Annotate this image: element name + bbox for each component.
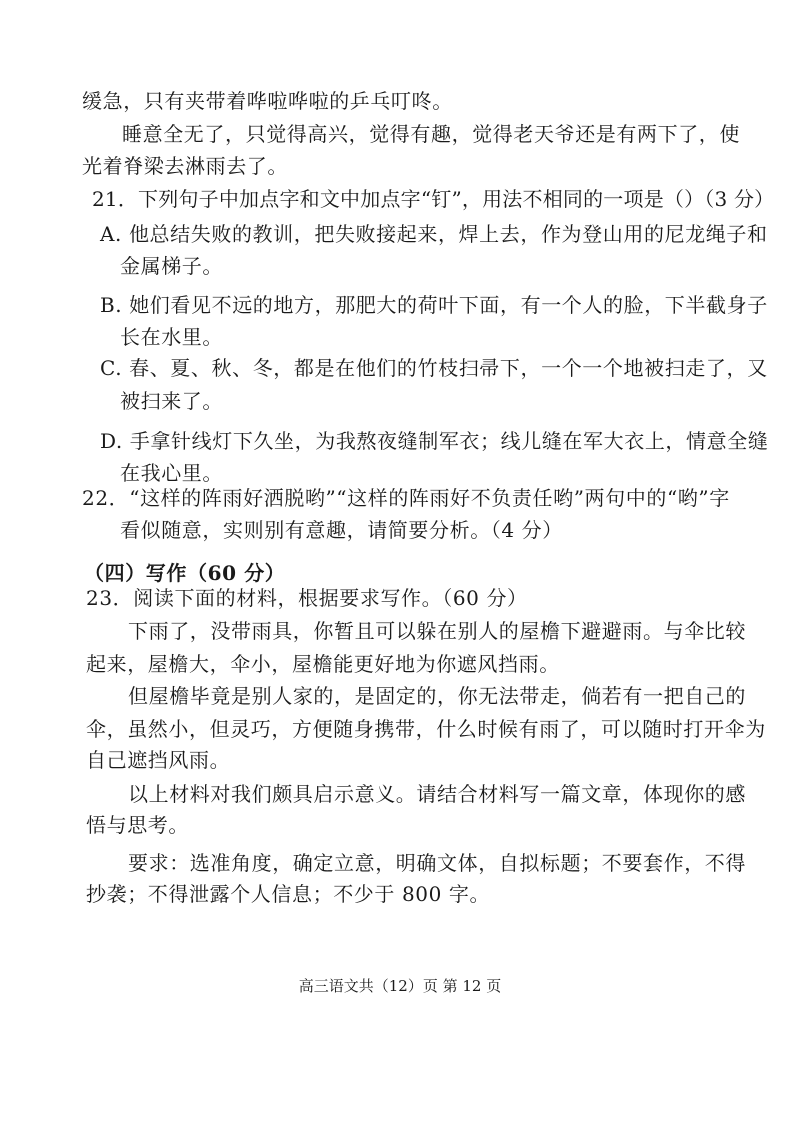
continuation-paragraph-line-2: 光着脊梁去淋雨去了。 <box>82 154 288 178</box>
continuation-line: 缓急，只有夹带着哗啦哗啦的乒乓叮咚。 <box>82 89 453 113</box>
section-4-heading: （四）写作（60 分） <box>84 561 286 585</box>
option-a-line-2: 金属梯子。 <box>120 254 223 278</box>
continuation-paragraph-line-1: 睡意全无了，只觉得高兴，觉得有趣，觉得老天爷还是有两下了，使 <box>122 122 740 146</box>
material-p3-line-1: 以上材料对我们颇具启示意义。请结合材料写一篇文章，体现你的感 <box>128 782 746 806</box>
option-b-line-2: 长在水里。 <box>120 325 223 349</box>
material-p2-line-1: 但屋檐毕竟是别人家的，是固定的，你无法带走，倘若有一把自己的 <box>128 684 746 708</box>
material-p1-line-2: 起来，屋檐大，伞小，屋檐能更好地为你遮风挡雨。 <box>86 652 560 676</box>
material-p2-line-2: 伞，虽然小，但灵巧，方便随身携带，什么时候有雨了，可以随时打开伞为 <box>86 717 766 741</box>
option-d-line-2: 在我心里。 <box>120 461 223 485</box>
requirements-line-2: 抄袭；不得泄露个人信息；不少于 800 字。 <box>86 882 491 906</box>
question-23-stem: 23．阅读下面的材料，根据要求写作。（60 分） <box>86 586 528 610</box>
question-22-line-2: 看似随意，实则别有意趣，请简要分析。（4 分） <box>120 518 563 542</box>
option-c-line-1: C. 春、夏、秋、冬，都是在他们的竹枝扫帚下，一个一个地被扫走了，又 <box>100 356 768 380</box>
material-p1-line-1: 下雨了，没带雨具，你暂且可以躲在别人的屋檐下避避雨。与伞比较 <box>128 619 746 643</box>
option-d-line-1: D. 手拿针线灯下久坐，为我熬夜缝制军衣；线儿缝在军大衣上，情意全缝 <box>100 429 769 453</box>
option-c-line-2: 被扫来了。 <box>120 389 223 413</box>
material-p2-line-3: 自己遮挡风雨。 <box>86 748 231 772</box>
option-a-line-1: A. 他总结失败的教训，把失败接起来，焊上去，作为登山用的尼龙绳子和 <box>100 222 768 246</box>
requirements-line-1: 要求：选准角度，确定立意，明确文体，自拟标题；不要套作，不得 <box>128 851 746 875</box>
material-p3-line-2: 悟与思考。 <box>86 813 189 837</box>
page-footer: 高三语文共（12）页 第 12 页 <box>298 977 502 995</box>
question-22-line-1: 22．“这样的阵雨好洒脱哟”“这样的阵雨好不负责任哟”两句中的“哟”字 <box>82 486 730 510</box>
option-b-line-1: B. 她们看见不远的地方，那肥大的荷叶下面，有一个人的脸，下半截身子 <box>100 293 768 317</box>
question-21-stem: 21．下列句子中加点字和文中加点字“钉”，用法不相同的一项是（）（3 分） <box>92 187 775 211</box>
